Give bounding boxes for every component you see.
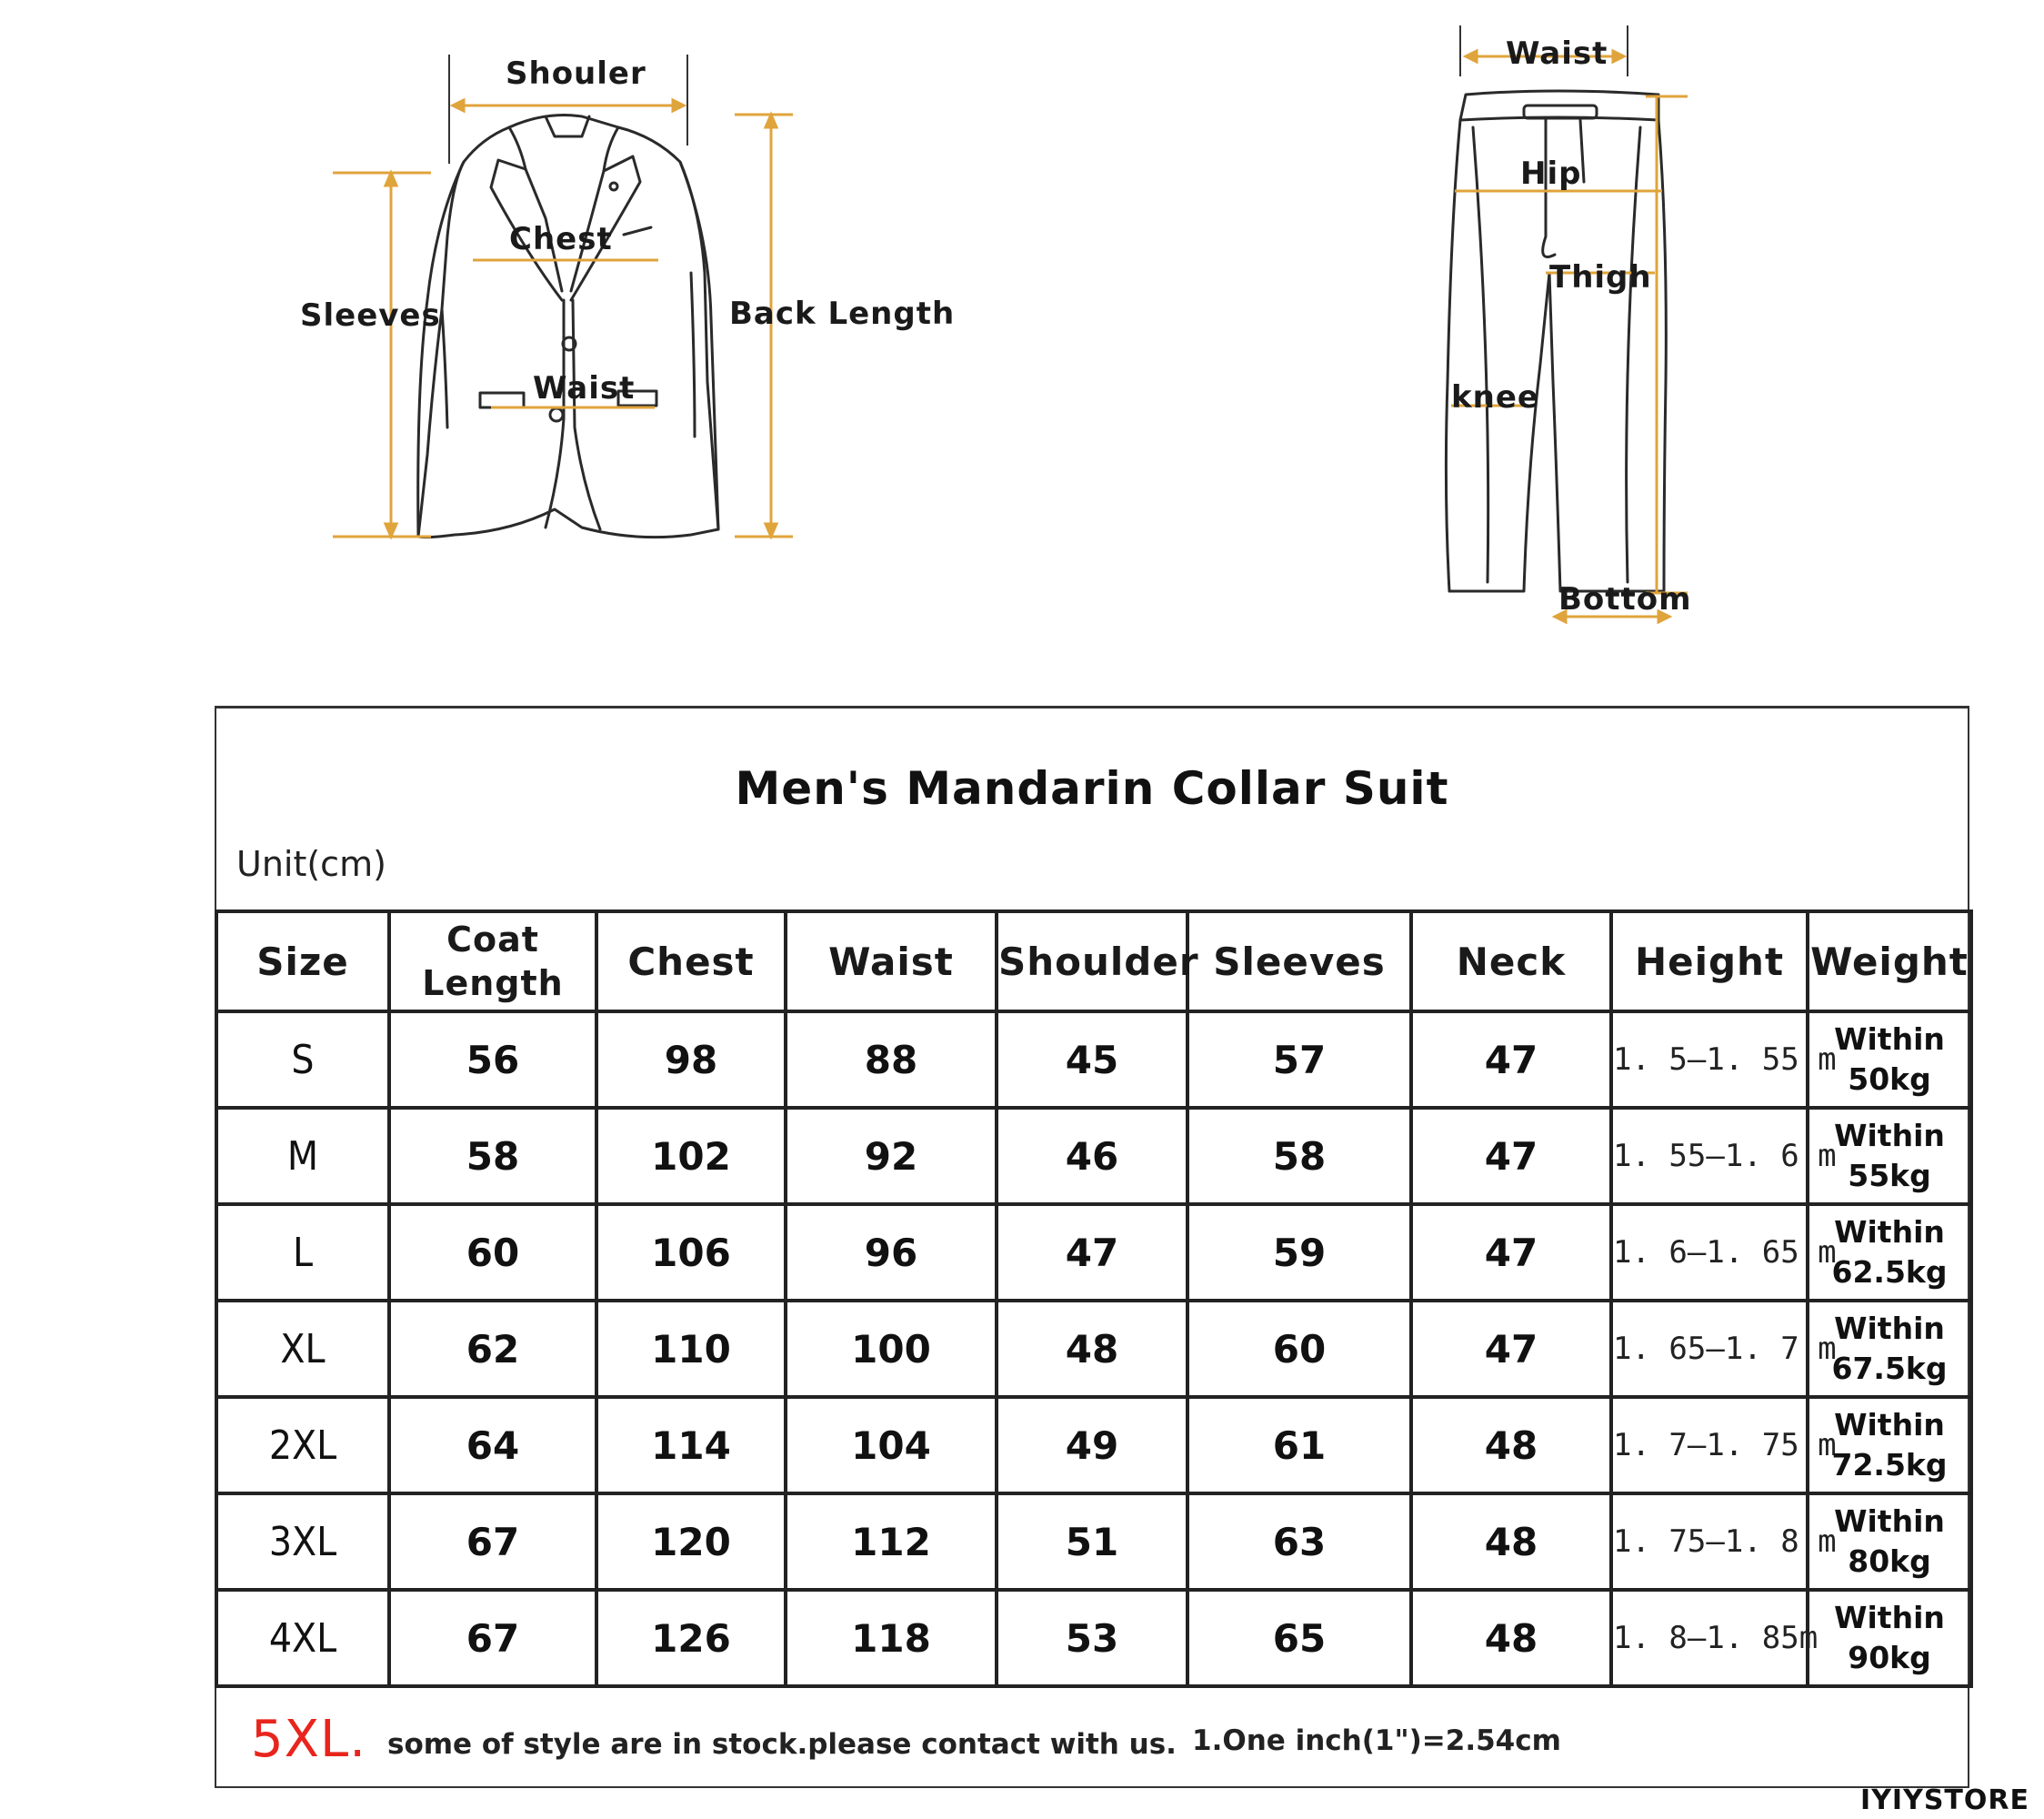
five-xl-label: 5XL. [251, 1710, 366, 1769]
cell-size: S [216, 1011, 389, 1108]
cell-coat-length: 60 [389, 1204, 596, 1301]
cell-neck: 48 [1411, 1397, 1611, 1493]
jacket-chest-label: Chest [509, 221, 613, 257]
inch-conversion-note: 1.One inch(1")=2.54cm [1192, 1724, 1561, 1757]
table-header-row [216, 911, 1971, 1011]
unit-label: Unit(cm) [236, 844, 386, 884]
jacket-waist-label: Waist [533, 370, 636, 407]
cell-size: M [216, 1108, 389, 1204]
store-watermark: IYIYSTORE [1860, 1784, 2029, 1816]
table-row [216, 1397, 1971, 1493]
header-chest: Chest [596, 911, 786, 1011]
header-sleeves: Sleeves [1187, 911, 1411, 1011]
cell-chest: 110 [596, 1301, 786, 1397]
cell-waist: 118 [786, 1590, 997, 1686]
cell-height: 1. 75–1. 8 m [1611, 1493, 1808, 1590]
table-row [216, 1204, 1971, 1301]
cell-size: L [216, 1204, 389, 1301]
cell-height: 1. 5–1. 55 m [1611, 1011, 1808, 1108]
cell-neck: 48 [1411, 1493, 1611, 1590]
jacket-sleeves-label: Sleeves [300, 297, 441, 334]
header-coat-length: Coat Length [389, 911, 596, 1011]
cell-height: 1. 6–1. 65 m [1611, 1204, 1808, 1301]
cell-height: 1. 65–1. 7 m [1611, 1301, 1808, 1397]
cell-height: 1. 7–1. 75 m [1611, 1397, 1808, 1493]
cell-size: 2XL [216, 1397, 389, 1493]
cell-chest: 106 [596, 1204, 786, 1301]
pants-thigh-label: Thigh [1549, 259, 1652, 296]
table-row [216, 1011, 1971, 1108]
stock-note: some of style are in stock.please contact with us. [387, 1728, 1177, 1761]
cell-height: 1. 55–1. 6 m [1611, 1108, 1808, 1204]
cell-weight: Within 80kg [1808, 1493, 1971, 1590]
jacket-measure-lines [333, 55, 793, 537]
table-row [216, 1493, 1971, 1590]
cell-sleeves: 63 [1187, 1493, 1411, 1590]
cell-weight: Within 72.5kg [1808, 1397, 1971, 1493]
pants-bottom-label: Bottom [1558, 581, 1692, 618]
pants-knee-label: knee [1451, 379, 1539, 416]
cell-sleeves: 60 [1187, 1301, 1411, 1397]
cell-coat-length: 67 [389, 1493, 596, 1590]
table-footer [215, 1692, 1969, 1784]
cell-waist: 104 [786, 1397, 997, 1493]
header-size: Size [216, 911, 389, 1011]
cell-weight: Within 62.5kg [1808, 1204, 1971, 1301]
cell-size: 3XL [216, 1493, 389, 1590]
cell-chest: 98 [596, 1011, 786, 1108]
cell-sleeves: 58 [1187, 1108, 1411, 1204]
cell-weight: Within 67.5kg [1808, 1301, 1971, 1397]
cell-chest: 102 [596, 1108, 786, 1204]
cell-coat-length: 58 [389, 1108, 596, 1204]
header-waist: Waist [786, 911, 997, 1011]
jacket-back-length-label: Back Length [729, 296, 956, 332]
cell-sleeves: 59 [1187, 1204, 1411, 1301]
cell-sleeves: 57 [1187, 1011, 1411, 1108]
pants-measure-lines [1451, 25, 1688, 622]
cell-shoulder: 45 [997, 1011, 1187, 1108]
header-height: Height [1611, 911, 1808, 1011]
cell-coat-length: 67 [389, 1590, 596, 1686]
chart-title: Men's Mandarin Collar Suit [735, 762, 1449, 815]
cell-neck: 47 [1411, 1204, 1611, 1301]
pants-hip-label: Hip [1520, 156, 1582, 192]
cell-neck: 48 [1411, 1590, 1611, 1686]
cell-shoulder: 53 [997, 1590, 1187, 1686]
cell-shoulder: 47 [997, 1204, 1187, 1301]
size-table-body [216, 1011, 1971, 1686]
cell-height: 1. 8–1. 85m [1611, 1590, 1808, 1686]
size-table [215, 910, 1973, 1688]
cell-waist: 92 [786, 1108, 997, 1204]
header-weight: Weight [1808, 911, 1971, 1011]
cell-shoulder: 49 [997, 1397, 1187, 1493]
cell-waist: 96 [786, 1204, 997, 1301]
cell-chest: 126 [596, 1590, 786, 1686]
cell-neck: 47 [1411, 1301, 1611, 1397]
table-row [216, 1301, 1971, 1397]
cell-sleeves: 65 [1187, 1590, 1411, 1686]
cell-waist: 112 [786, 1493, 997, 1590]
table-row [216, 1108, 1971, 1204]
cell-sleeves: 61 [1187, 1397, 1411, 1493]
cell-chest: 120 [596, 1493, 786, 1590]
cell-size: 4XL [216, 1590, 389, 1686]
cell-shoulder: 46 [997, 1108, 1187, 1204]
cell-shoulder: 48 [997, 1301, 1187, 1397]
cell-neck: 47 [1411, 1108, 1611, 1204]
cell-waist: 88 [786, 1011, 997, 1108]
measurement-diagrams [0, 0, 2044, 655]
cell-coat-length: 56 [389, 1011, 596, 1108]
header-neck: Neck [1411, 911, 1611, 1011]
cell-coat-length: 64 [389, 1397, 596, 1493]
jacket-diagram [418, 116, 718, 538]
jacket-shoulder-label: Shouler [506, 55, 646, 92]
cell-coat-length: 62 [389, 1301, 596, 1397]
cell-weight: Within 90kg [1808, 1590, 1971, 1686]
cell-neck: 47 [1411, 1011, 1611, 1108]
cell-size: XL [216, 1301, 389, 1397]
cell-chest: 114 [596, 1397, 786, 1493]
header-shoulder: Shoulder [997, 911, 1187, 1011]
pants-waist-label: Waist [1506, 35, 1608, 72]
table-row [216, 1590, 1971, 1686]
cell-weight: Within 55kg [1808, 1108, 1971, 1204]
cell-waist: 100 [786, 1301, 997, 1397]
cell-shoulder: 51 [997, 1493, 1187, 1590]
cell-weight: Within 50kg [1808, 1011, 1971, 1108]
